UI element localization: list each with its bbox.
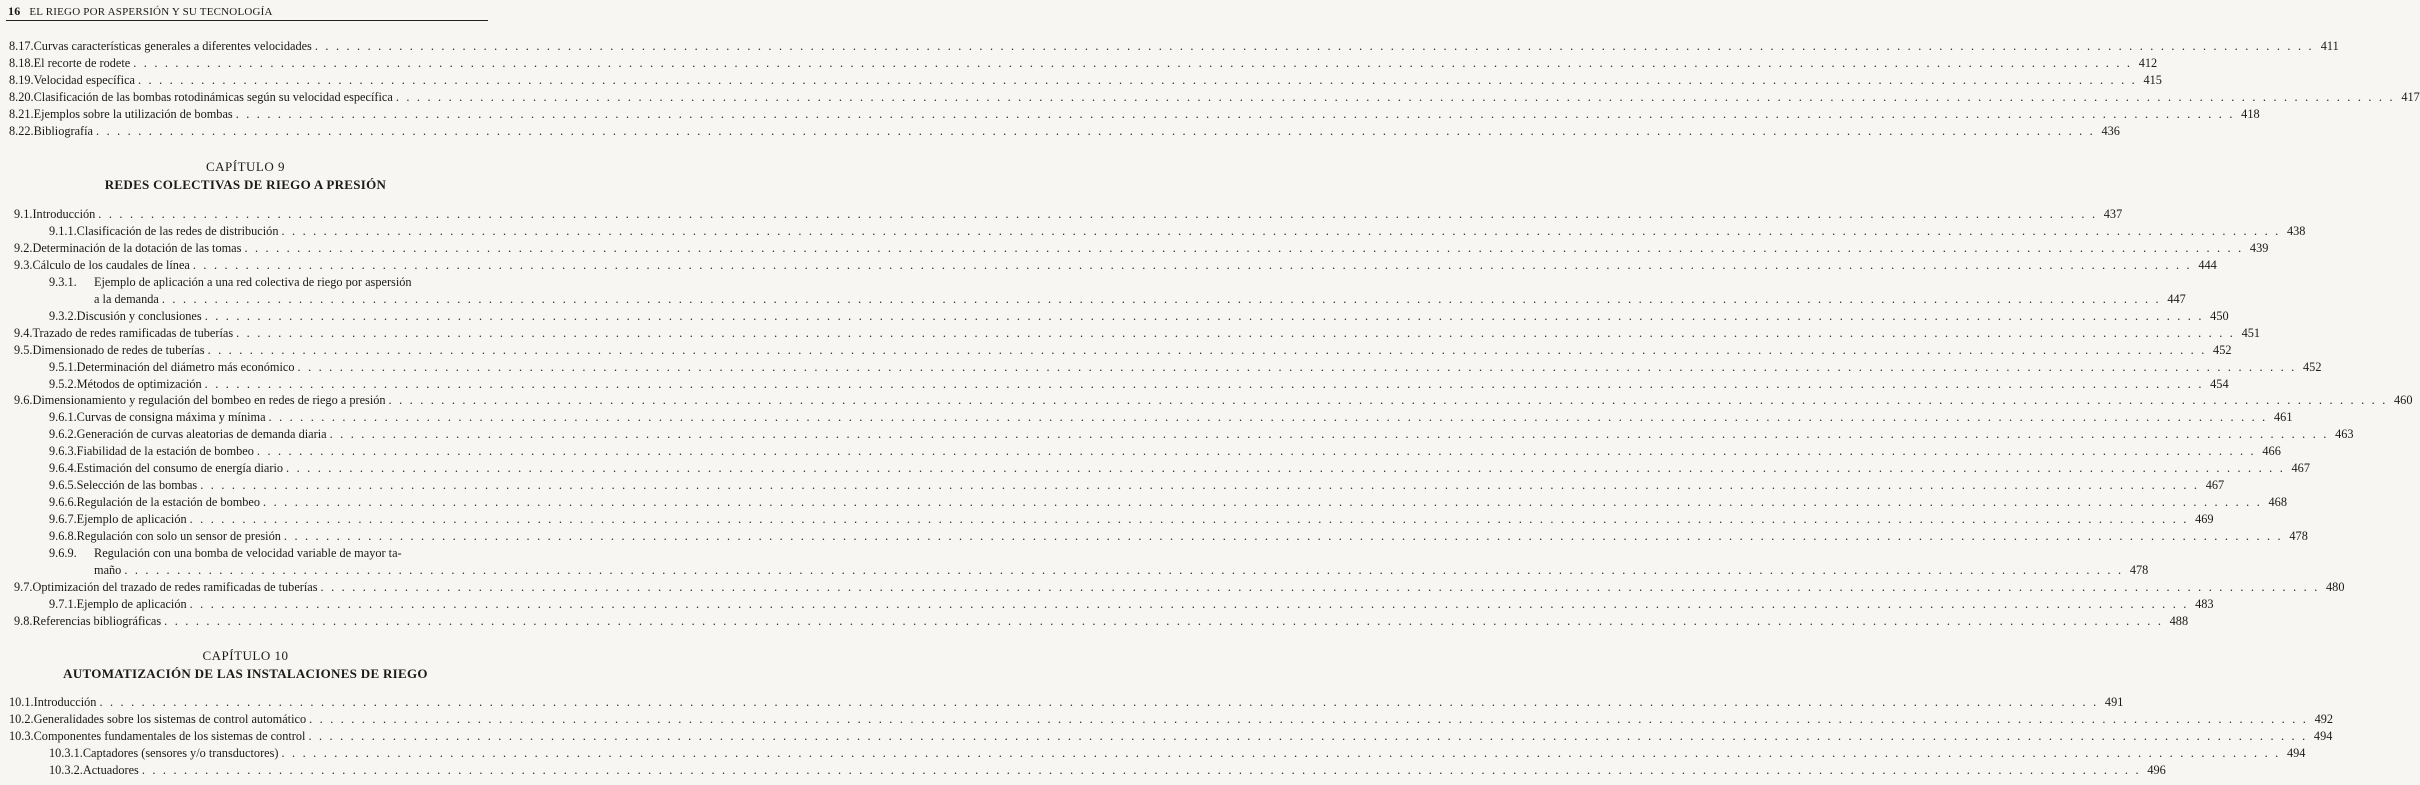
toc-entry-title: Regulación de la estación de bombeo (76, 495, 261, 510)
toc-entry (14, 240, 2269, 256)
toc-entry (49, 762, 2166, 778)
leader-dots (99, 694, 2098, 710)
toc-entry-title: Ejemplo de aplicación (76, 596, 187, 611)
leader-dots (98, 206, 2097, 222)
toc-entry-title: Captadores (sensores y/o transductores) (82, 745, 279, 760)
toc-entry (49, 494, 2287, 510)
toc-entry (49, 376, 2229, 392)
toc-entry-page: 454 (2210, 376, 2229, 391)
toc-entry-title: Discusión y conclusiones (76, 308, 202, 323)
toc-entry-title: Curvas características generales a diferentes velocidades (33, 39, 312, 53)
chapter-10-label: CAPÍTULO 10 (202, 648, 289, 663)
toc-entry (49, 511, 2214, 527)
toc-entry-page: 411 (2320, 39, 2339, 53)
toc-entry-number: 9.6.5. (49, 478, 77, 493)
toc-entry-page: 468 (2268, 495, 2287, 510)
toc-entry-line1 (49, 274, 412, 290)
toc-entry (49, 409, 2293, 425)
toc-entry-page: 451 (2241, 325, 2261, 340)
toc-entry-number: 9.6.9. (49, 546, 77, 560)
leader-dots (96, 123, 2095, 139)
toc-entry-number: 9.3.2. (49, 308, 77, 323)
toc-entry (14, 579, 2345, 595)
toc-entry-line1 (49, 545, 402, 561)
toc-entry (49, 443, 2281, 459)
leader-dots (124, 562, 2123, 578)
toc-entry-title: Determinación del diámetro más económico (76, 359, 295, 374)
toc-entry-number: 9.6.7. (49, 512, 77, 527)
leader-dots (286, 460, 2285, 476)
toc-entry-title: Generación de curvas aleatorias de demanda diaria (76, 427, 327, 442)
toc-entry-page: 488 (2169, 613, 2189, 628)
leader-dots (236, 106, 2235, 122)
toc-entry-page: 461 (2274, 410, 2293, 425)
leader-dots (133, 55, 2132, 71)
leader-dots (298, 359, 2297, 375)
toc-entry-page: 463 (2335, 427, 2354, 442)
toc-entry-title: Clasificación de las redes de distribución (76, 223, 279, 238)
toc-entry-number: 9.7.1. (49, 596, 77, 611)
running-title: EL RIEGO POR ASPERSIÓN Y SU TECNOLOGÍA (29, 6, 273, 18)
toc-entry-title: Regulación con una bomba de velocidad variable de mayor ta- (94, 546, 402, 560)
toc-entry-page: 444 (2198, 257, 2217, 272)
toc-entry-page: 452 (2303, 359, 2322, 374)
toc-entry (14, 613, 2189, 629)
leader-dots (389, 392, 2388, 408)
toc-entry-title: El recorte de rodete (33, 55, 131, 70)
chapter-9-label: CAPÍTULO 9 (205, 159, 286, 174)
leader-dots (205, 308, 2204, 324)
toc-entry-page: 418 (2241, 106, 2260, 121)
toc-entry-page: 460 (2394, 393, 2413, 408)
leader-dots (321, 579, 2320, 595)
toc-entry-title: Dimensionamiento y regulación del bombeo en redes de riego a presión (32, 393, 386, 408)
leader-dots (208, 342, 2207, 358)
toc-entry-page: 496 (2147, 762, 2166, 777)
toc-entry-title: Bibliografía (33, 123, 94, 138)
toc-entry (14, 342, 2232, 358)
toc-entry-page: 438 (2286, 223, 2306, 238)
toc-entry-number: 9.1. (14, 207, 33, 221)
toc-entry-title: Generalidades sobre los sistemas de control automático (33, 711, 307, 726)
toc-entry-number: 9.6.8. (49, 529, 77, 544)
toc-entry (9, 711, 2334, 727)
toc-entry-page: 492 (2314, 711, 2334, 726)
chapter-10-title: AUTOMATIZACIÓN DE LAS INSTALACIONES DE RIEGO (63, 666, 428, 681)
toc-entry (9, 72, 2162, 88)
leader-dots (142, 762, 2141, 778)
toc-entry-number: 10.3.2. (49, 762, 83, 777)
toc-entry-number: 9.5.2. (49, 376, 77, 391)
toc-entry-page: 417 (2401, 89, 2420, 104)
toc-entry (9, 38, 2339, 54)
leader-dots (330, 426, 2329, 442)
toc-entry-page: 469 (2195, 512, 2214, 527)
toc-entry (14, 206, 2123, 222)
toc-entry-page: 478 (2289, 529, 2308, 544)
toc-entry-title: Introducción (33, 695, 97, 709)
toc-entry (49, 359, 2322, 375)
toc-entry (49, 477, 2225, 493)
toc-entry-number: 9.4. (14, 325, 33, 340)
toc-entry-page: 480 (2326, 579, 2345, 594)
leader-dots (138, 72, 2137, 88)
toc-entry (49, 596, 2214, 612)
toc-entry-number: 8.20. (9, 89, 34, 104)
page-number: 16 (8, 4, 21, 18)
toc-entry-number: 9.5. (14, 342, 33, 357)
toc-entry (14, 257, 2217, 273)
toc-entry-number: 10.1. (9, 695, 34, 709)
toc-entry-number: 10.3. (9, 728, 34, 743)
leader-dots (281, 223, 2280, 239)
leader-dots (200, 477, 2199, 493)
toc-entry-title: Selección de las bombas (76, 478, 198, 493)
toc-entry-title: Referencias bibliográficas (32, 613, 162, 628)
toc-entry-title: Regulación con solo un sensor de presión (76, 529, 281, 544)
leader-dots (190, 596, 2189, 612)
toc-entry-number: 8.21. (9, 106, 34, 121)
leader-dots (284, 528, 2283, 544)
leader-dots (162, 291, 2161, 307)
toc-entry-title: Estimación del consumo de energía diario (76, 461, 284, 476)
toc-entry-title: Velocidad específica (33, 72, 135, 87)
toc-entry-title: Cálculo de los caudales de línea (32, 257, 190, 272)
toc-entry-title: Dimensionado de redes de tuberías (32, 342, 205, 357)
toc-entry-number: 9.6.2. (49, 427, 77, 442)
toc-entry-title: Introducción (32, 207, 96, 221)
toc-entry-title: Curvas de consigna máxima y mínima (76, 410, 266, 425)
toc-entry-page: 439 (2249, 240, 2269, 255)
header-rule (6, 20, 488, 21)
toc-entry-number: 9.5.1. (49, 359, 77, 374)
leader-dots (282, 745, 2281, 761)
toc-entry-number: 9.6.3. (49, 444, 77, 459)
toc-entry-page: 467 (2291, 461, 2310, 476)
toc-entry (9, 694, 2124, 710)
toc-entry-page: 483 (2195, 596, 2214, 611)
toc-entry-title: Ejemplo de aplicación (76, 512, 187, 527)
chapter-9-title: REDES COLECTIVAS DE RIEGO A PRESIÓN (104, 177, 387, 192)
toc-entry-page: 450 (2210, 308, 2229, 323)
toc-entry (9, 728, 2333, 744)
leader-dots (396, 89, 2395, 105)
toc-entry (49, 745, 2306, 761)
leader-dots (263, 494, 2262, 510)
toc-entry-page: 466 (2262, 444, 2281, 459)
leader-dots (236, 325, 2235, 341)
toc-entry-number: 10.3.1. (49, 745, 83, 760)
toc-entry-title-continued: maño (94, 562, 122, 577)
toc-entry-number: 9.6. (14, 393, 33, 408)
toc-entry-page: 467 (2205, 478, 2225, 493)
toc-entry-number: 10.2. (9, 711, 34, 726)
toc-entry-number: 9.2. (14, 240, 33, 255)
running-header (8, 4, 486, 20)
toc-entry-page: 494 (2286, 745, 2306, 760)
leader-dots (309, 711, 2308, 727)
leader-dots (257, 443, 2256, 459)
leader-dots (244, 240, 2243, 256)
toc-entry (49, 426, 2354, 442)
leader-dots (308, 728, 2307, 744)
toc-entry-line2 (94, 291, 2186, 307)
toc-entry-number: 9.6.6. (49, 495, 77, 510)
toc-entry-page: 494 (2313, 728, 2333, 743)
toc-entry-title-continued: a la demanda (94, 291, 159, 306)
toc-entry (14, 392, 2413, 408)
toc-entry (49, 460, 2310, 476)
toc-entry-page: 452 (2213, 342, 2232, 357)
leader-dots (193, 257, 2192, 273)
toc-entry (49, 308, 2229, 324)
toc-entry-number: 9.7. (14, 579, 33, 594)
toc-entry-title: Componentes fundamentales de los sistemas de control (33, 728, 306, 743)
toc-entry-number: 9.8. (14, 613, 33, 628)
toc-entry-number: 9.1.1. (49, 223, 77, 238)
toc-entry-number: 8.18. (9, 55, 34, 70)
toc-entry-number: 8.19. (9, 72, 34, 87)
toc-entry-page: 447 (2167, 291, 2186, 306)
toc-entry-number: 8.22. (9, 123, 34, 138)
toc-entry-number: 9.3.1. (49, 274, 77, 289)
toc-entry (9, 106, 2260, 122)
toc-entry (9, 89, 2420, 105)
toc-entry-line2 (94, 562, 2149, 578)
toc-entry-title: Optimización del trazado de redes ramificadas de tuberías (32, 579, 318, 594)
toc-entry (9, 123, 2120, 139)
toc-entry-page: 436 (2101, 123, 2120, 138)
toc-entry-number: 9.6.4. (49, 461, 77, 476)
leader-dots (315, 38, 2314, 54)
toc-entry (49, 528, 2308, 544)
toc-entry-number: 9.6.1. (49, 410, 77, 425)
toc-entry (14, 325, 2261, 341)
toc-entry-title: Fiabilidad de la estación de bombeo (76, 444, 254, 459)
toc-entry-page: 478 (2129, 562, 2149, 577)
toc-entry-title: Determinación de la dotación de las tomas (32, 240, 242, 255)
toc-entry-title: Ejemplos sobre la utilización de bombas (33, 106, 233, 121)
toc-entry (49, 223, 2306, 239)
leader-dots (205, 376, 2204, 392)
toc-entry-page: 415 (2143, 72, 2162, 87)
toc-entry (9, 55, 2158, 71)
leader-dots (190, 511, 2189, 527)
toc-entry-title: Trazado de redes ramificadas de tuberías (32, 325, 234, 340)
leader-dots (164, 613, 2163, 629)
toc-entry-title: Métodos de optimización (76, 376, 202, 391)
toc-entry-page: 437 (2103, 207, 2123, 221)
toc-entry-title: Ejemplo de aplicación a una red colectiva de riego por aspersión (94, 274, 412, 289)
toc-entry-page: 491 (2104, 695, 2124, 709)
toc-entry-number: 9.3. (14, 257, 33, 272)
leader-dots (269, 409, 2268, 425)
toc-entry-page: 412 (2138, 55, 2158, 70)
toc-entry-title: Clasificación de las bombas rotodinámicas según su velocidad específica (33, 89, 393, 104)
toc-entry-number: 8.17. (9, 39, 34, 53)
toc-entry-title: Actuadores (82, 762, 139, 777)
